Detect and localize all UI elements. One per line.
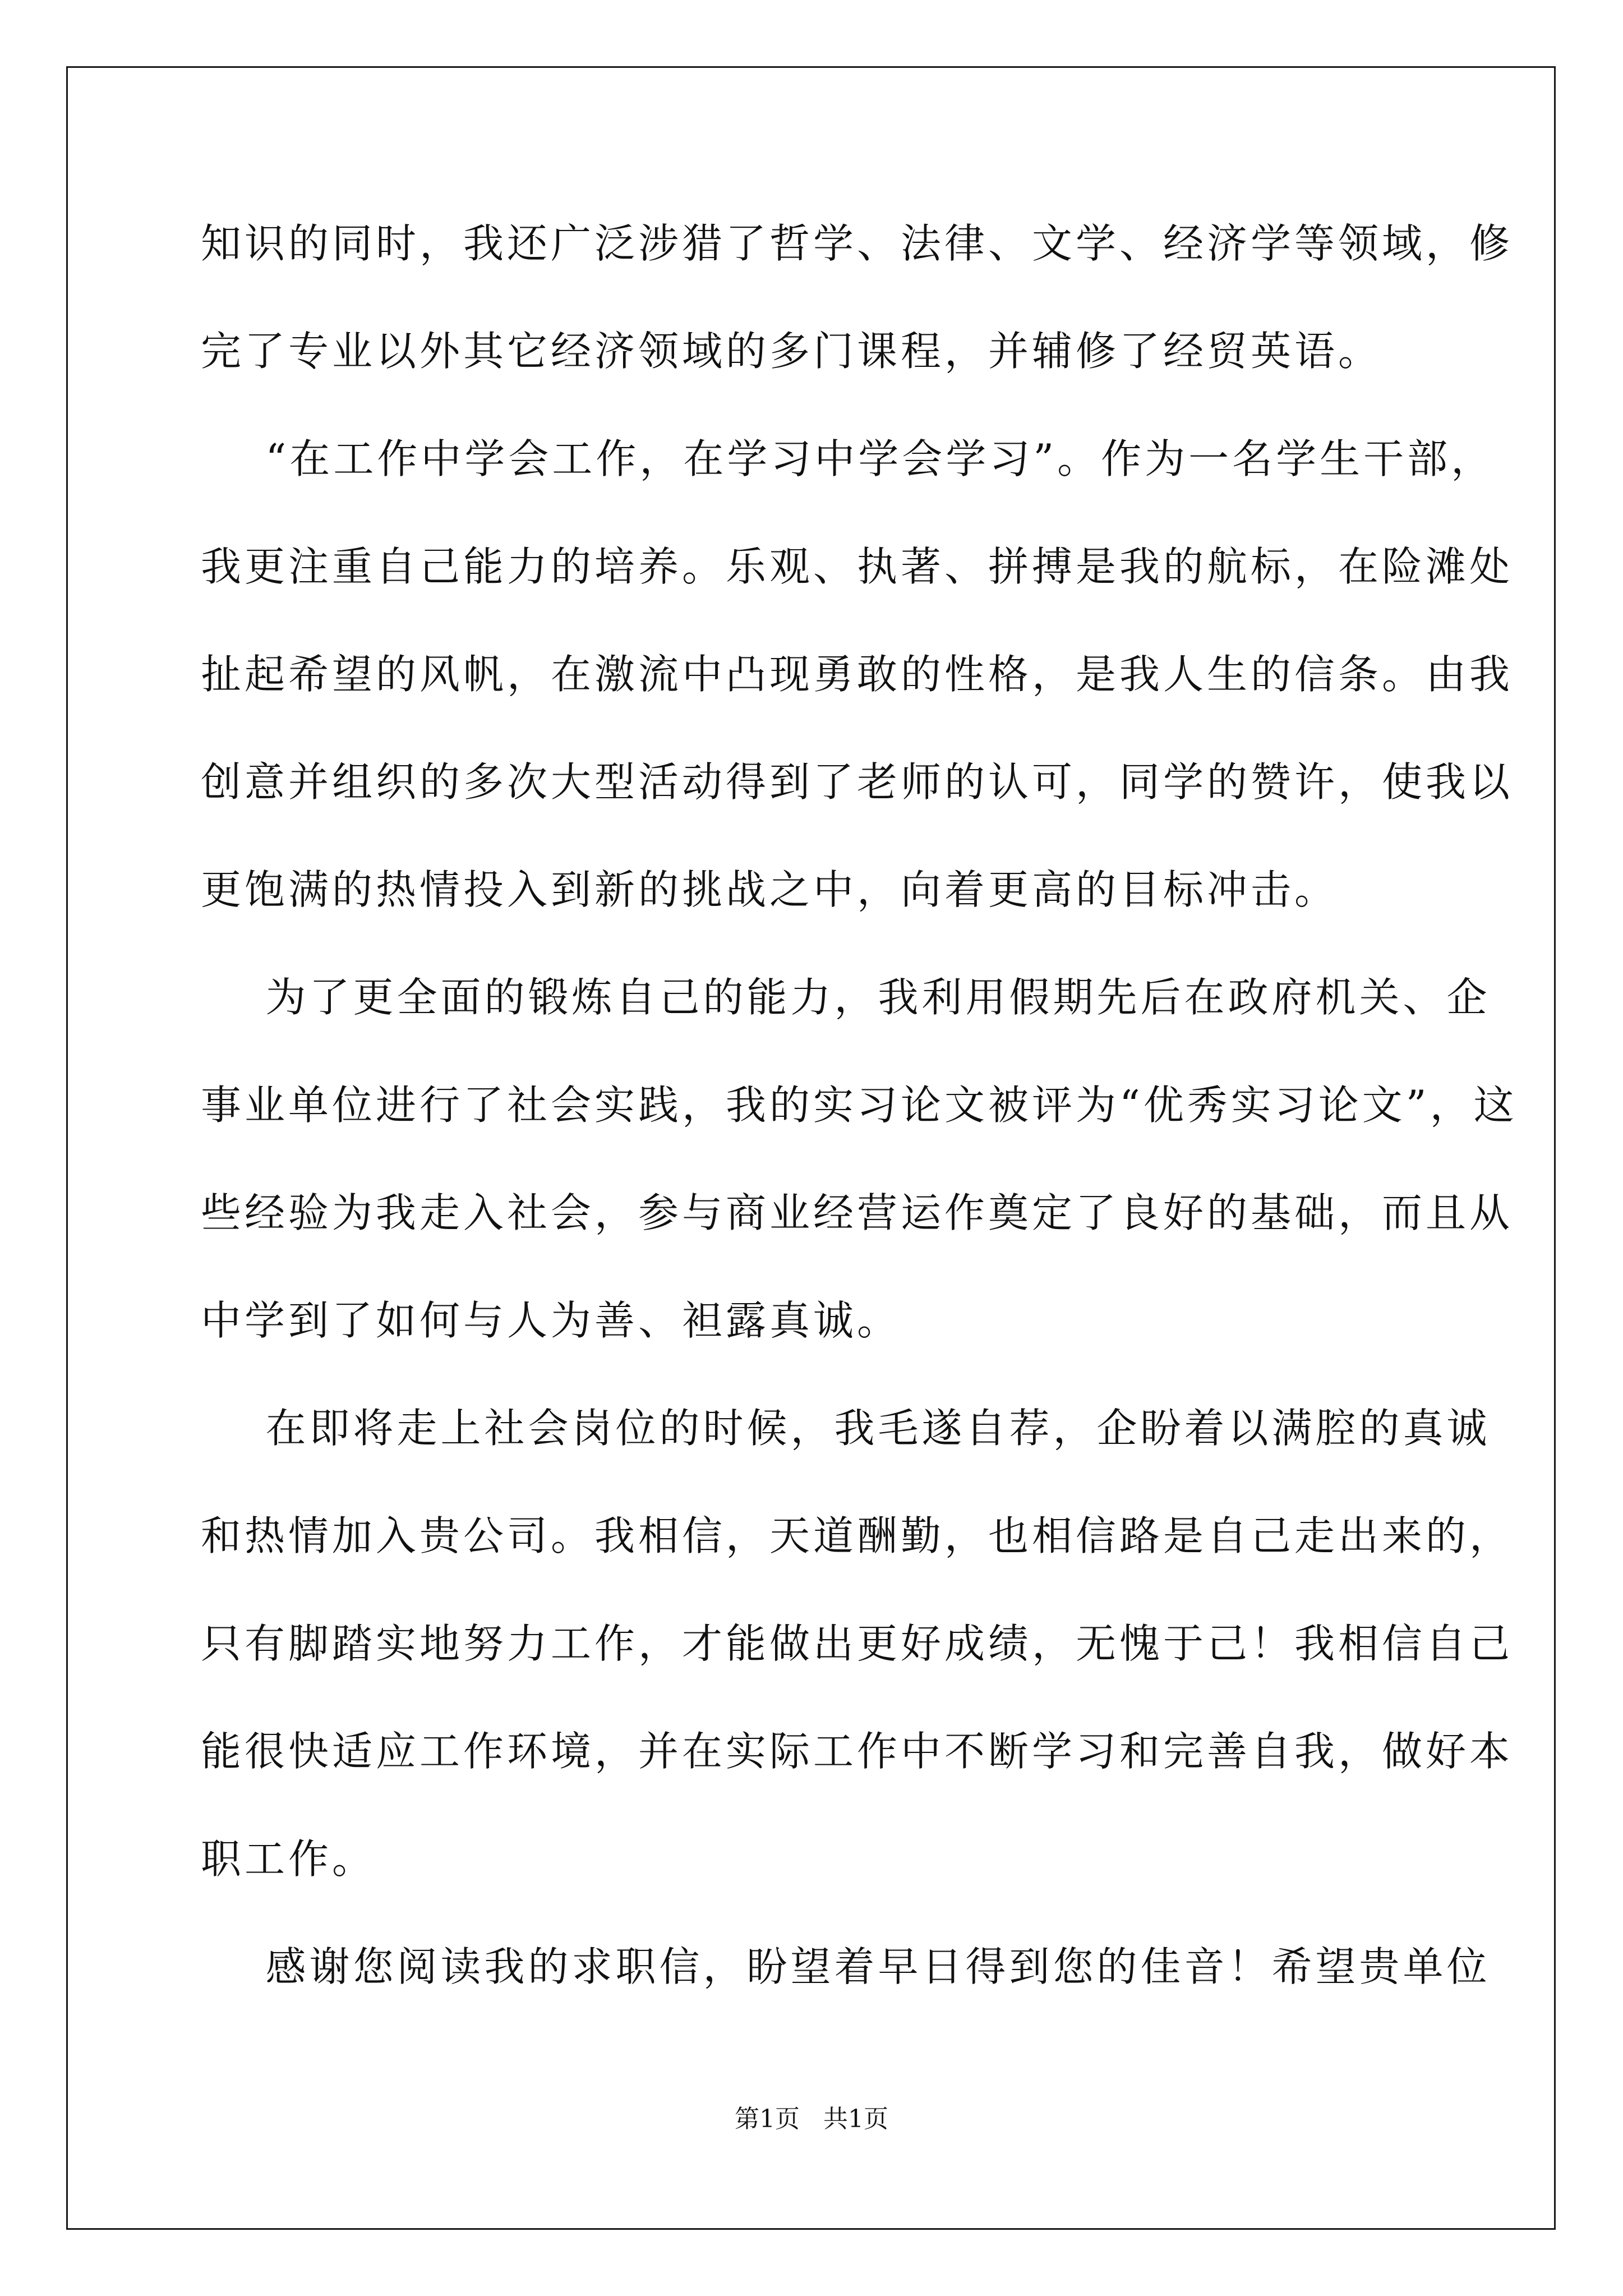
text-line: 只有脚踏实地努力工作，才能做出更好成绩，无愧于己！我相信自己 bbox=[201, 1620, 1514, 1667]
page-border bbox=[66, 66, 1556, 2230]
text-line: 创意并组织的多次大型活动得到了老师的认可，同学的赞许，使我以 bbox=[201, 758, 1514, 806]
text-line: 更饱满的热情投入到新的挑战之中，向着更高的目标冲击。 bbox=[201, 866, 1339, 913]
text-line: 完了专业以外其它经济领域的多门课程，并辅修了经贸英语。 bbox=[201, 328, 1382, 375]
text-line: 知识的同时，我还广泛涉猎了哲学、法律、文学、经济学等领域，修 bbox=[201, 220, 1514, 267]
text-line: 为了更全面的锻炼自己的能力，我利用假期先后在政府机关、企 bbox=[201, 974, 1491, 1021]
text-line: 中学到了如何与人为善、袒露真诚。 bbox=[201, 1297, 901, 1344]
text-line: 和热情加入贵公司。我相信，天道酬勤，也相信路是自己走出来的， bbox=[201, 1512, 1514, 1559]
text-line: 感谢您阅读我的求职信，盼望着早日得到您的佳音！希望贵单位 bbox=[201, 1943, 1491, 1990]
text-line: 些经验为我走入社会，参与商业经营运作奠定了良好的基础，而且从 bbox=[201, 1189, 1514, 1236]
text-line: 扯起希望的风帆，在激流中凸现勇敢的性格，是我人生的信条。由我 bbox=[201, 651, 1514, 698]
text-line: 职工作。 bbox=[201, 1835, 376, 1883]
text-line: 能很快适应工作环境，并在实际工作中不断学习和完善自我，做好本 bbox=[201, 1728, 1514, 1775]
text-line: “在工作中学会工作，在学习中学会学习”。作为一名学生干部， bbox=[201, 435, 1495, 482]
text-line: 我更注重自己能力的培养。乐观、执著、拼搏是我的航标，在险滩处 bbox=[201, 543, 1514, 590]
page-number-footer: 第1页 共1页 bbox=[735, 2105, 888, 2133]
text-line: 事业单位进行了社会实践，我的实习论文被评为“优秀实习论文”，这 bbox=[201, 1082, 1518, 1129]
text-line: 在即将走上社会岗位的时候，我毛遂自荐，企盼着以满腔的真诚 bbox=[201, 1405, 1491, 1452]
